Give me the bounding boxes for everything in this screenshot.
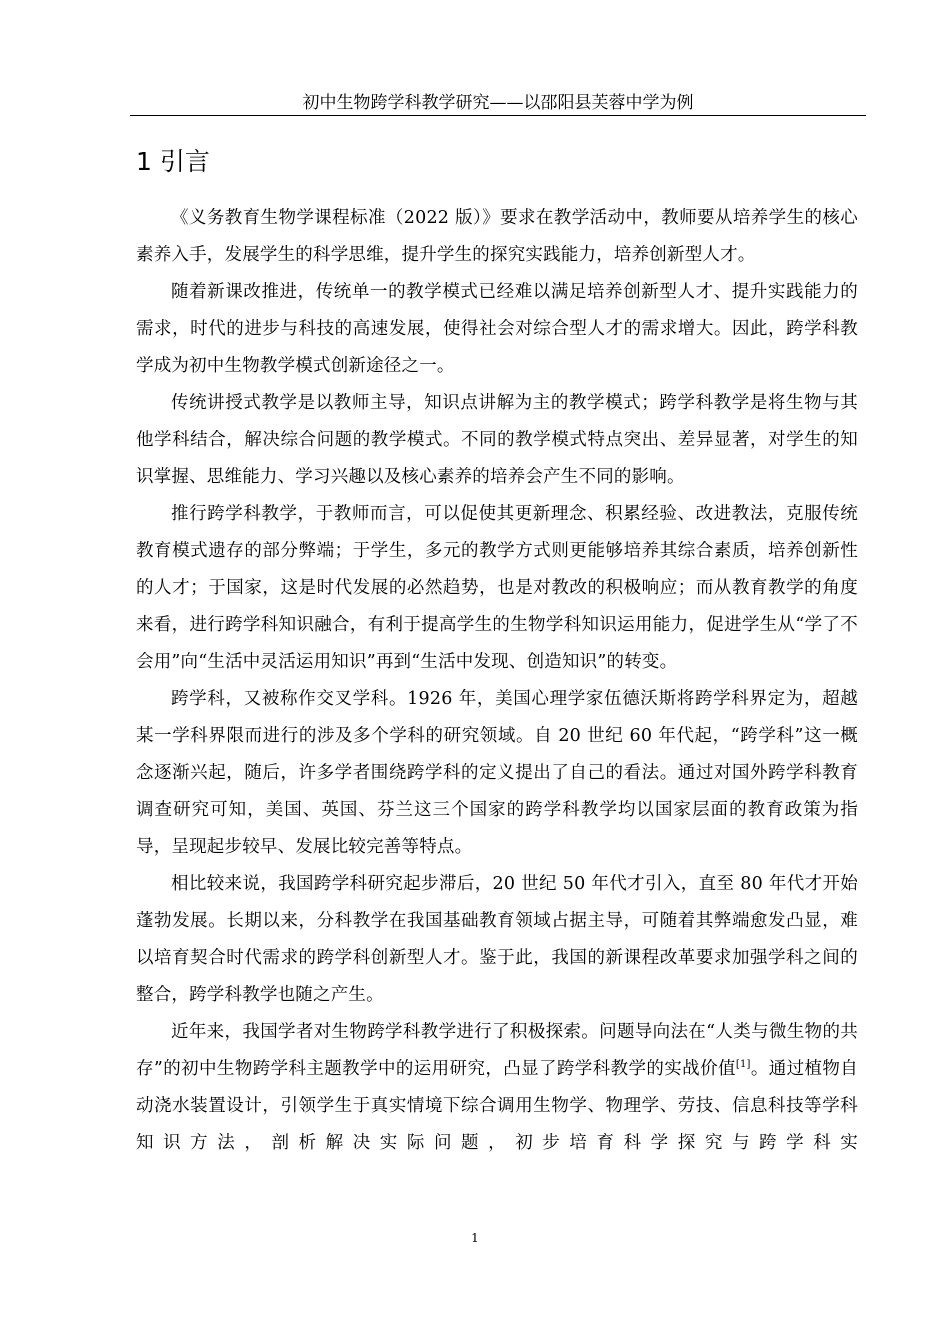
running-header: 初中生物跨学科教学研究——以邵阳县芙蓉中学为例: [302, 93, 694, 113]
paragraph-with-citation: [136, 1014, 858, 1153]
section-heading: 1 引言: [136, 147, 210, 176]
paragraph: 《义务教育生物学课程标准（2022 版）》要求在教学活动中，教师要从培养学生的核心素养入手，发展学生的科学思维，提升学生的探究实践能力，培养创新型人才。: [136, 208, 858, 265]
paragraph-text: 近年来，我国学者对生物跨学科教学进行了积极探索。问题导向法在“人类与微生物的共存”的初中生物跨学科主题教学中的运用研究，凸显了跨学科教学的实战价值: [136, 1022, 858, 1079]
paragraph: 传统讲授式教学是以教师主导，知识点讲解为主的教学模式；跨学科教学是将生物与其他学科结合，解决综合问题的教学模式。不同的教学模式特点突出、差异显著，对学生的知识掌握、思维能力、学习兴趣以及核心素养的培养会产生不同的影响。: [136, 393, 858, 487]
paragraph: 推行跨学科教学，于教师而言，可以促使其更新理念、积累经验、改进教法，克服传统教育模式遗存的部分弊端；于学生，多元的教学方式则更能够培养其综合素质，培养创新性的人才；于国家，这是时代发展的必然趋势，也是对教改的积极响应；而从教育教学的角度来看，进行跨学科知识融合，有利于提高学生的生物学科知识运用能力，促进学生从“学了不会用”向“生活中灵活运用知识”再到“生活中发现、创造知识”的转变。: [136, 504, 858, 672]
paragraph-text: 。通过植物自动浇水装置设计，引领学生于真实情境下综合调用生物学、物理学、劳技、信息科技等学科知识方法，剖析解决实际问题，初步培育科学探究与跨学科实: [136, 1059, 858, 1153]
header-rule: [130, 115, 866, 116]
paragraph: 跨学科，又被称作交叉学科。1926 年，美国心理学家伍德沃斯将跨学科界定为，超越某一学科界限而进行的涉及多个学科的研究领域。自 20 世纪 60 年代起，“跨学科”这一概念逐渐兴起，随后，许多学者围绕跨学科的定义提出了自己的看法。通过对国外跨学科教育调查研究可知，美国、英国、芬兰这三个国家的跨学科教学均以国家层面的教育政策为指导，呈现起步较早、发展比较完善等特点。: [136, 689, 858, 857]
body-text: [136, 200, 858, 1153]
page-number: 1: [471, 1231, 479, 1245]
paragraph: 相比较来说，我国跨学科研究起步滞后，20 世纪 50 年代才引入，直至 80 年代才开始蓬勃发展。长期以来，分科教学在我国基础教育领域占据主导，可随着其弊端愈发凸显，难以培育契合时代需求的跨学科创新型人才。鉴于此，我国的新课程改革要求加强学科之间的整合，跨学科教学也随之产生。: [136, 874, 858, 1005]
paragraph: 随着新课改推进，传统单一的教学模式已经难以满足培养创新型人才、提升实践能力的需求，时代的进步与科技的高速发展，使得社会对综合型人才的需求增大。因此，跨学科教学成为初中生物教学模式创新途径之一。: [136, 282, 858, 376]
citation-marker[interactable]: [1]: [735, 1059, 751, 1071]
